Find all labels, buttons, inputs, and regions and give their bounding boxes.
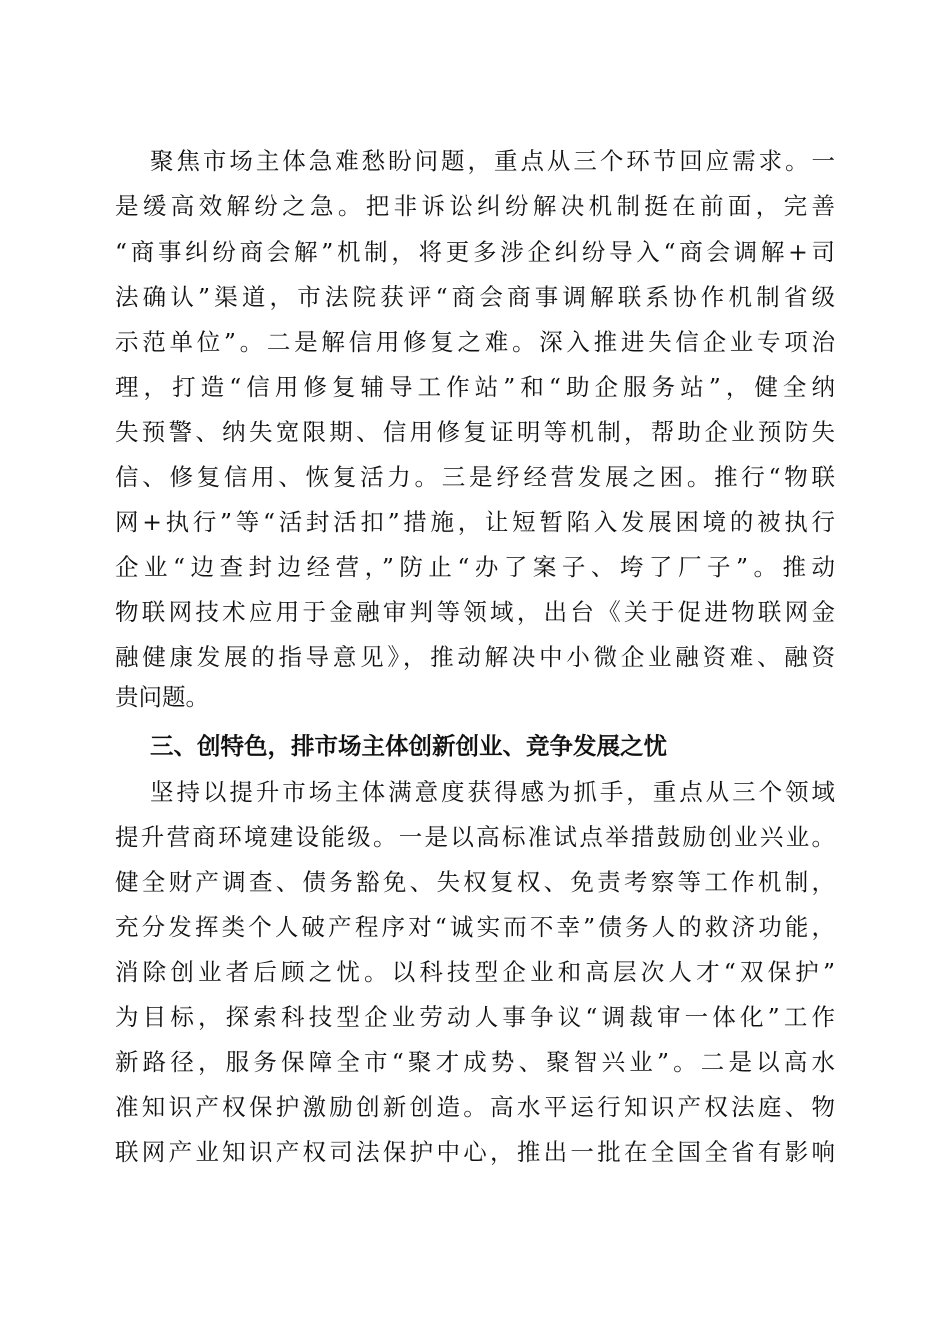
paragraph-1-line-5: 示范单位”。二是解信用修复之难。深入推进失信企业专项治 [115,328,835,356]
paragraph-1-line-3: “商事纠纷商会解”机制，将更多涉企纠纷导入“商会调解+司 [115,238,835,266]
paragraph-2-line-1: 坚持以提升市场主体满意度获得感为抓手，重点从三个领域 [150,778,835,806]
paragraph-1-line-12: 融健康发展的指导意见》，推动解决中小微企业融资难、融资 [115,643,835,671]
paragraph-1-line-4: 法确认”渠道，市法院获评“商会商事调解联系协作机制省级 [115,283,835,311]
paragraph-2-line-2: 提升营商环境建设能级。一是以高标准试点举措鼓励创业兴业。 [115,823,835,851]
paragraph-2-line-8: 准知识产权保护激励创新创造。高水平运行知识产权法庭、物 [115,1093,835,1121]
paragraph-1-line-9: 网+执行”等“活封活扣”措施，让短暂陷入发展困境的被执行 [115,508,835,536]
section-heading-3: 三、创特色，排市场主体创新创业、竞争发展之忧 [150,732,667,760]
paragraph-2-line-5: 消除创业者后顾之忧。以科技型企业和高层次人才“双保护” [115,958,835,986]
paragraph-1-line-2: 是缓高效解纷之急。把非诉讼纠纷解决机制挺在前面，完善 [115,192,835,220]
paragraph-1-line-1: 聚焦市场主体急难愁盼问题，重点从三个环节回应需求。一 [150,147,835,175]
paragraph-1-line-7: 失预警、纳失宽限期、信用修复证明等机制，帮助企业预防失 [115,418,835,446]
paragraph-2-line-6: 为目标，探索科技型企业劳动人事争议“调裁审一体化”工作 [115,1003,835,1031]
paragraph-1-line-8: 信、修复信用、恢复活力。三是纾经营发展之困。推行“物联 [115,463,835,491]
paragraph-1-line-11: 物联网技术应用于金融审判等领域，出台《关于促进物联网金 [115,598,835,626]
paragraph-2-line-4: 充分发挥类个人破产程序对“诚实而不幸”债务人的救济功能， [115,913,835,941]
paragraph-1-line-6: 理，打造“信用修复辅导工作站”和“助企服务站”，健全纳 [115,373,835,401]
paragraph-2-line-9: 联网产业知识产权司法保护中心，推出一批在全国全省有影响 [115,1138,835,1166]
paragraph-2-line-7: 新路径，服务保障全市“聚才成势、聚智兴业”。二是以高水 [115,1048,835,1076]
paragraph-1-line-13: 贵问题。 [115,683,209,711]
paragraph-1-line-10: 企业“边查封边经营，”防止“办了案子、垮了厂子”。推动 [115,553,835,581]
paragraph-2-line-3: 健全财产调查、债务豁免、失权复权、免责考察等工作机制， [115,868,835,896]
